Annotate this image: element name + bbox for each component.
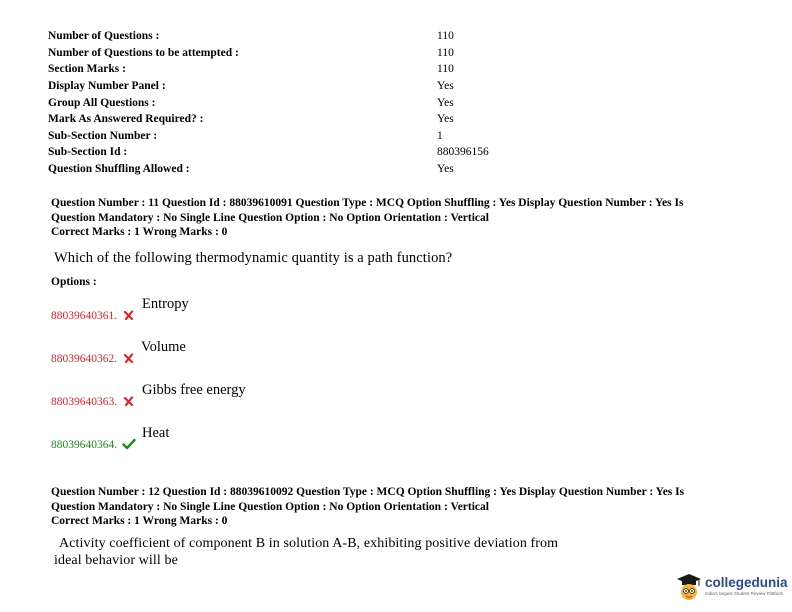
question-12-text	[54, 535, 558, 569]
question-12-header	[51, 485, 751, 529]
wrong-cross-icon	[123, 395, 135, 407]
question-text-line: Activity coefficient of component B in solution A-B, exhibiting positive deviation from	[59, 536, 559, 551]
collegedunia-logo	[676, 572, 786, 602]
meta-row	[48, 111, 508, 128]
question-header-line: Question Number : 12 Question Id : 88039610092 Question Type : MCQ Option Shuffling : Yes Display Question Number : Yes Is	[51, 486, 685, 498]
meta-value: Yes	[437, 113, 454, 126]
meta-value: 1	[437, 129, 443, 142]
option-item	[51, 339, 451, 365]
meta-label: Question Shuffling Allowed :	[48, 163, 190, 176]
question-text-line: ideal behavior will be	[54, 553, 178, 568]
meta-label: Display Number Panel :	[48, 80, 166, 93]
option-text: Volume	[141, 339, 186, 355]
logo-tagline: India's largest Student Review Platform	[705, 591, 784, 596]
section-meta-table	[48, 28, 508, 177]
meta-label: Sub-Section Id :	[48, 146, 128, 159]
meta-value: Yes	[437, 80, 454, 93]
option-text: Heat	[142, 425, 170, 441]
meta-label: Number of Questions to be attempted :	[48, 46, 239, 59]
option-id: 88039640364.	[51, 439, 118, 451]
question-header-line: Question Mandatory : No Single Line Question Option : No Option Orientation : Vertical	[51, 500, 489, 513]
question-11-header	[51, 196, 751, 240]
option-id: 88039640363.	[51, 396, 118, 408]
meta-row	[48, 61, 508, 78]
graduation-cap-mascot-icon	[676, 572, 702, 602]
option-text: Entropy	[142, 296, 189, 312]
meta-value: 880396156	[437, 146, 489, 159]
meta-value: 110	[437, 63, 454, 76]
question-header-line: Correct Marks : 1 Wrong Marks : 0	[51, 226, 228, 238]
option-id: 88039640362.	[51, 353, 118, 365]
meta-label: Number of Questions :	[48, 30, 160, 43]
meta-row	[48, 144, 508, 161]
option-id: 88039640361.	[51, 310, 118, 322]
meta-row	[48, 94, 508, 111]
meta-label: Mark As Answered Required? :	[48, 113, 204, 126]
question-11-text: Which of the following thermodynamic quantity is a path function?	[54, 250, 453, 266]
meta-row	[48, 28, 508, 45]
wrong-cross-icon	[123, 352, 135, 364]
option-item	[51, 296, 451, 322]
correct-check-icon	[122, 438, 136, 450]
meta-value: 110	[437, 46, 454, 59]
meta-row	[48, 78, 508, 95]
meta-label: Sub-Section Number :	[48, 129, 158, 142]
options-label: Options :	[51, 276, 97, 288]
meta-value: Yes	[437, 96, 454, 109]
meta-row	[48, 161, 508, 178]
meta-value: Yes	[437, 163, 454, 176]
option-item	[51, 382, 451, 408]
meta-label: Section Marks :	[48, 63, 126, 76]
meta-label: Group All Questions :	[48, 96, 156, 109]
logo-brand-text: collegedunia	[705, 575, 788, 590]
meta-row	[48, 128, 508, 145]
option-text: Gibbs free energy	[142, 382, 246, 398]
question-header-line: Question Number : 11 Question Id : 88039610091 Question Type : MCQ Option Shuffling : Yes Display Question Number : Yes Is	[51, 197, 684, 209]
meta-value: 110	[437, 30, 454, 43]
meta-row	[48, 45, 508, 62]
question-header-line: Correct Marks : 1 Wrong Marks : 0	[51, 515, 228, 527]
option-item	[51, 425, 451, 451]
question-header-line: Question Mandatory : No Single Line Question Option : No Option Orientation : Vertical	[51, 211, 489, 224]
wrong-cross-icon	[123, 309, 135, 321]
